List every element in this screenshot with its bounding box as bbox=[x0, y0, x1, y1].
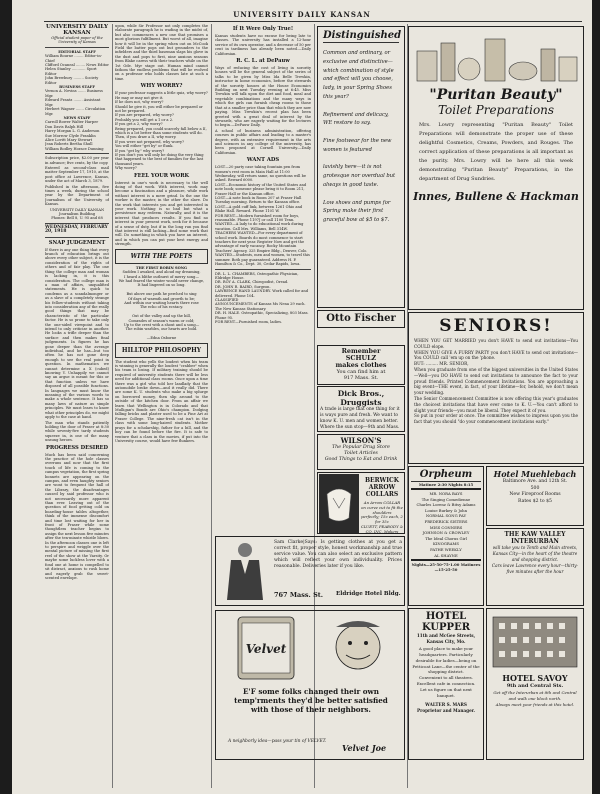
savoy-body: Get off the Interurban at 8th and Central and walk one block north. Always meet your friends at this hotel. bbox=[493, 690, 577, 707]
divider bbox=[411, 559, 481, 561]
seniors-heading: SENIORS! bbox=[439, 316, 553, 336]
progress-body: Much has been said concerning the practice of the hole classes overruns and now that the first touch of life is coming to the campus vegetation, the first spring bonnets are appearing on the campus, and even haughty seniors are wont to frequent the hall of the Library, the disadvantages caused by said professor who is not necessarily more apparent than ever. Leaving out of the question of food getting cold on boarding-house tables altogether, think of the immense discomfort and time lost waiting for her in front of Fraser while some thoughtless teacher begins to assign the next lesson five minutes after the ten-minute whistle blows. In the afternoon classes one is left to perspire and wriggle over the mental picture of missing the first reel of the show at the Varsity. Or maybe some luckless lover with a fond one at home is compelled to sit distract, anxious to rush home and eagerly grab the sweet-scented envelope. bbox=[45, 452, 109, 580]
velvet-tin-label: Velvet bbox=[245, 642, 287, 656]
kaw-valley-body: will take you to Tenth and Main streets, Kansas City—in the heart of the theatre and shopping district. Cars leave Lawrence every hour—thirty-five minutes after the hour bbox=[491, 545, 579, 574]
hotel-savoy-ad bbox=[486, 608, 584, 760]
savoy-address: 9th and Central Sts. bbox=[506, 683, 564, 689]
depauw-body: Ways of reducing the cost of living in sorority houses will be the general subject of the series of talks to be given by Miss Ida Belle Trewkin, instructor in home economics, before the stewards of the sorority houses at the House Economics Building on next Tuesday evening at 6:45. Miss Trewkin will talk upon the diet and food, meal and vegetable combinations and the many ways in which the girls can furnish cheap rooms to those that at a smaller price than that which they are now paying. Miss Trewkin's recent plan has been greeted with a great deal of interest by the stewards, who are eagerly waiting for the lectures to begin.—DePauw Daily. bbox=[215, 66, 311, 128]
kupper-name: HOTEL KUPPER bbox=[421, 611, 471, 633]
newspaper-page bbox=[12, 0, 592, 794]
want-ads-heading: WANT ADS bbox=[246, 157, 280, 164]
velvet-headline: E'F some folks changed their own temp'rments they'd be better satisfied with those of their neighbors. bbox=[234, 687, 388, 714]
column-rule bbox=[112, 24, 113, 788]
published-note: Published in the afternoon, five times a week, during the school year by the Department of Journalism of the University of Kansas. bbox=[45, 184, 109, 207]
schulz-ad bbox=[317, 345, 405, 385]
velvet-tagline: A neighborly idea—pass your tin of VELVET. bbox=[228, 739, 327, 744]
philosophy-heading: HILLTOP PHILOSOPHY bbox=[121, 346, 202, 354]
poem-title: THE FIRST ROBIN SONG bbox=[135, 265, 188, 270]
editorial-heading: EDITORIAL STAFF bbox=[58, 49, 96, 54]
philosophy-box bbox=[115, 343, 208, 358]
subscription-note: Subscription price, $2.00 per year in advance; five cents, by the copy. bbox=[45, 156, 109, 165]
sam-clarke-ad bbox=[215, 536, 405, 606]
sam-clarke-address: 767 Mass. St. bbox=[274, 591, 324, 599]
divider bbox=[45, 153, 109, 154]
muehlebach-body: Baltimore Ave. and 12th St. 500 New Fireproof Rooms Rates $2 to $5 bbox=[502, 479, 568, 504]
hotel-kupper-ad bbox=[408, 608, 484, 760]
puritan-beauty-subtitle: Toilet Preparations bbox=[437, 103, 555, 117]
feel-work-body: Interest in one's work is necessary to the well doing of that work. With interest, work may become a fascination and a pleasure, while work without interest is a mere grind. In the one the worker is the master, in the other the slave. Do the work that interests you and get interested in your work. Nothing is so bad but what a persistence may redeem. Naturally, and it is the interest that produces results. If you find no interest in your present work, seek for it because of a sense of duty, but if in the long run you find that interest is still lacking—find some work that will. Do something in which you have an interest, and in which you can put your best energy and strength. bbox=[115, 180, 208, 247]
date-line: WEDNESDAY, FEBRUARY 20, 1918 bbox=[45, 224, 108, 235]
kupper-address: 11th and McGee Streets, Kansas City, Mo. bbox=[416, 633, 476, 644]
column-rule bbox=[211, 24, 212, 788]
divider bbox=[45, 47, 109, 48]
orpheum-times: Matinee 2:30 Nights 8:15 bbox=[418, 482, 474, 487]
dick-bros-name: Dick Bros., Druggists bbox=[337, 389, 385, 407]
distinguished-heading: Distinguished bbox=[323, 30, 402, 41]
entered-note: Entered as second-class mail matter September 17, 1910, at the post office at Lawrence, Kansas, under the act of March 3, 1879. bbox=[45, 165, 109, 184]
column-2 bbox=[115, 24, 208, 790]
hotel-building-illustration bbox=[489, 611, 581, 669]
otto-fischer-ad bbox=[317, 310, 405, 328]
otto-fischer-name: Otto Fischer bbox=[326, 313, 396, 324]
progress-heading: PROGRESS DESIRED bbox=[46, 444, 108, 451]
velvet-joe-signature: Velvet Joe bbox=[342, 743, 387, 753]
divider bbox=[45, 223, 109, 224]
sam-clarke-building: Eldridge Hotel Bldg. bbox=[336, 591, 401, 597]
distinguished-ad bbox=[317, 26, 405, 308]
true-body: Kansas students have no excuse for being late to classes. The university has installed a 12-hour service of its own operator, and a decrease of 50 per cent in tardiness has already been noted.—Daily Californian. bbox=[215, 34, 311, 56]
poets-heading: WITH THE POETS bbox=[130, 252, 193, 260]
why-worry-heading: WHY WORRY? bbox=[140, 83, 183, 90]
orpheum-prices: Nights—25-50-75-1.00 Matinees—15-25-50 bbox=[411, 562, 481, 573]
true-heading: If It Were Only True! bbox=[232, 26, 294, 32]
robin-poem: Sudden I awaked, and aloud my dreaming, I heard a blithe outburst of merry song— We had feared the winter would never change, It had lingered on so long. But above our path he perched to sing Of days of warmth and growth to be; And within our waiting hearts there rose The echo of his ecstacy. Out of the valley and up the hill, Comrades of season's warm or cold; Up to the crest with a shout and a song— The robin warbles, our hearts are bold. —Edna Osborne bbox=[118, 270, 205, 341]
kaw-valley-ad bbox=[486, 528, 584, 606]
column-1 bbox=[45, 24, 109, 790]
arrow-collars-ad bbox=[317, 472, 405, 534]
why-worry-poem: If your professor suggests a little quiz, why worry? He may or may not give it. If he does not, why worry? Should he give it, you will either be prepared or not be prepared. If you are prepared, why worry? Probably you will get a 1 or a 2. If you get a 2, why worry? Being prepared, you could scarcely fall below a II, which is a lot better than some students will do. Then, if you draw a II, why worry. If you were not prepared, why worry? You will either "get by" or flunk. If you "get by," why worry? If you don't you will only be doing the very thing that happened to the best of families for the last thousand years. Why worry? bbox=[115, 91, 208, 171]
depauw-heading: R. C. L. at DePauw bbox=[236, 58, 290, 65]
paper-subtitle: Official student paper of the University of Kansas bbox=[51, 36, 103, 45]
distinguished-body: Common and ordinary, or exclusive and distinctive—which combination of style and effect will you choose, lady, in your Spring Shoes this year? Refinement and delicacy, WE restore to say. Fine footwear for the new women is featured lavishly here—it is not grotesque nor overdual but always in good taste. Low shoes and pumps for Spring make their first graceful bow at $5 to $7. bbox=[323, 50, 396, 224]
collar-illustration bbox=[319, 474, 359, 534]
arrow-collars-tagline: An Arrow COLLAR on curve cut to fit the shoulders perfectly; 15c each, 2 for 35c CLUETT, PEABODY & CO. INC. Makers bbox=[360, 500, 404, 534]
poets-box bbox=[115, 249, 208, 264]
wilsons-ad bbox=[317, 434, 405, 470]
wilsons-subtitle: The Popular Drug Store Toilet Articles Good Things to Eat and Drink bbox=[324, 445, 398, 462]
paper-title: UNIVERSITY DAILY KANSAN bbox=[46, 24, 108, 36]
puritan-beauty-ad bbox=[408, 26, 584, 310]
puritan-beauty-title: "Puritan Beauty" bbox=[429, 87, 563, 103]
seniors-ad bbox=[408, 312, 584, 464]
seniors-body: WHEN YOU GET MARRIED you don't HAVE to send out invitations—You COULD elope. WHEN YOU GIVE A FURRY PARTY you don't HAVE to send out invitations—You COULD call 'em up on the 'phone. BUT: ......... MR. SENIOR, When you graduate from one of the biggest universities in the United States—Well—you DO HAVE to send out invitations to announce the fact to your proud friends. Printed Commencement Invitations. You are approaching a big event—THE event, in fact, of your lifetime—for, behold, we don't mean your wedding. The Senior Commencement Committee is now offering this year's graduates the choicest invitations that have ever come to K. U.—You can't afford to slight your friends—you must be liberal. They expect it of you. So put in your order at once. The committee wishes to impress upon you the fact that you should "do your commencement invitations early." bbox=[414, 338, 578, 425]
kaw-valley-heading: THE KAW VALLEY INTERURBAN bbox=[504, 531, 566, 545]
business-staff: Vernon A. Nevins ....... Business Mgr. Edward Frantz ........ Assistant Mgr. Herbert Wagner ....... Circulation Mgr. bbox=[45, 89, 106, 116]
dick-bros-ad bbox=[317, 386, 405, 432]
column-3 bbox=[215, 24, 311, 530]
divider bbox=[45, 237, 109, 238]
velvet-tobacco-ad bbox=[215, 610, 405, 760]
want-ads-body: LOST—20 party case taking fountain pen from women's rest room in Main Hall at 11:00 Wednesday, will return same, no questions will be asked. Reward 6000. LOST—Economic history of the United States and note book; someone please bring it to Room 211, Fraser Hall or the Kansan office. LOST—A note book in Room 207 at Fraser Hall Tuesday morning. Return to the Kansan office. LOST—A gold cuff link, between 1261 Ohio and Blake Hall. Reward. Phone 1101 W. FOR RENT—Modern furnished room for boys, reasonable. Phone 1197J or call 1100 Tenn. WANTED—A lady to do educational work during vacation. Call Mrs. Williams, Bell 314W. TEACHERS WANTED—For every department of school work. Boards do most commence to start teachers for next year. Register Now and get the advantage of early vacancy. Rocky Mountain Teachers' Agency, 325 Empire Bldg., Denver, Colo. WANTED—Students, men and women, to travel this summer. Both pay guaranteed. Address H. P. Hamilton & Co., Dept. 30, Cedar Rapids, Iowa. bbox=[215, 165, 310, 267]
snap-judgement-end: The man who stands patiently holding the door of Fraser at 8:30 while seventy-five tardy students squeeze in, is one of the many unsung heroes. bbox=[45, 420, 109, 443]
velvet-illustration bbox=[218, 613, 404, 685]
progress-continued: upon, while Sir Professor not only completes the elaborate paragraph he is wading in the midst of, but also commences a new one that promises a most glorious fulfillment. But worst of all, imagine how it will be in the spring when out on McCook Field the batter pops out but grounders to the infielders and the third baseman slaps his glove in the dust and pops to first, nine anxious seasons from Blake caress with their teachers while on the 1st Ode. Myr stage out. Human mind cannot fathom the endless problems that will be evolved on a professor who holds classes late at such a time. bbox=[115, 24, 208, 81]
masthead: UNIVERSITY DAILY KANSAN bbox=[233, 10, 371, 19]
snap-judgement-body: If there is any one thing that every branch of education brings out above every other subject, it is the consideration of the rights of others and of fair play. The one thing the college man and woman is lacking in, it is this consideration. The college man is a man of affairs, unqualified statements. He is quick to condemn as a scandalmonger or as a slave of a completely strange his fellow-students without taking into consideration any of the really good things that may be characteristic of the particular factor. He is so prone to take only the one-sided viewpoint and to intend to only criticize in another. He looks a trifle deeper than the surface and then makes final judgements. In figures he has gone deeper than the average individual, and he has—but too often he has not gone deep enough to see the real point in question. In mathematics we cannot determine a X (cubed) knowing Y. Unhappily we cannot say an argue is meant for this or that function unless we have disposed of all possible functions. In languages we must know the meaning of the various words to make a whole sentence. It has so many laws of nature as simple principles. We must learn to know what other principles do, we might apply to the case at hand. bbox=[45, 247, 109, 420]
suit-figure-illustration bbox=[219, 540, 271, 602]
business-heading: BUSINESS STAFF bbox=[59, 85, 95, 90]
dick-bros-body: A trade is large that one thing for it is ways pure and fresh. We want to know K. U. men and women better. Where the sun stop—9th and Mass. bbox=[320, 407, 400, 430]
divider bbox=[215, 269, 311, 270]
divider bbox=[411, 488, 481, 490]
wilsons-name: WILSON'S bbox=[340, 436, 382, 445]
kupper-body: A good place to make your headquarters. Particularly desirable for ladies—being on Petticoat Lane—the center of the shopping district. Convenient to all theatres. Excellent cafe in connection. Let us figure on that next banquet. bbox=[412, 646, 480, 698]
arrow-collars-name: BERWICK ARROW COLLARS bbox=[364, 477, 400, 498]
news-heading: NEWS STAFF bbox=[63, 115, 91, 120]
orpheum-program: MR. NORA BAYS The Singing Comedienne Charles Lorenz & Bitsy Adams Louise Burkey & John NORMAL SONG PAY FREDERICK SISTERS MISS CONNERS JOHNSON & CROWLEY The Ideal Chorus Girl KINOGRAMS PATHE WEEKLY AL SHAYNE bbox=[416, 491, 476, 558]
philosophy-body: The student who yells the loudest when his team is winning is generally the loudest "crabber" when his team is losing. If military training should be required of university students there will be less need for additional class rooms. Once upon a time there was a girl who told her landlady that the automobile broke down—and it really did. There are some K. U. students who make a big splurge on borrowed money, then slip around to the outside of the kitchen door. From an affair we learn that Wellington is in Colorado and that Mulligan's Bonds are Ohio's champion. Dodging falling bricks and plaster used to be a Fine Art at Fraser College. The nine-fresh cat isn't in the class with some long-haired students. Mother prays for a scholarship, father for a bill, and the boy can be found before the fire. It is safe to venture that a class in the movies, if put into the University course, would have few flunkers. bbox=[115, 359, 208, 443]
editorial-staff: William Bourne ........ Editor-in-Chief Clifford Ocaneal ........ News Editor Helen Stanley ............ Sport Editor John Brewbury ......... Society Editor bbox=[45, 54, 109, 85]
schulz-heading: Remember SCHULZ makes clothes bbox=[335, 347, 387, 369]
schulz-address: You can find him at 917 Mass. St. bbox=[336, 369, 386, 381]
savoy-name: HOTEL SAVOY bbox=[502, 673, 568, 683]
orpheum-name: Orpheum bbox=[411, 469, 481, 482]
feel-work-heading: FEEL YOUR WORK bbox=[133, 172, 190, 179]
kupper-manager: WALTER S. MARS Proprietor and Manager. bbox=[416, 702, 476, 713]
puritan-beauty-body: Mrs. Lowry representing "Puritan Beauty" Toilet Preparations will demonstrate the proper use of these delightful Cosmetics, Creams, Powders, and Rouges. The correct application of these preparations is all important as the purity. Mrs. Lowry will be here all this week demonstrating "Puritan Beauty" Preparations, in the department of Drug Sundries. bbox=[419, 122, 573, 182]
masthead-rule bbox=[44, 21, 582, 22]
muehlebach-name: Hotel Muehlebach bbox=[493, 469, 577, 479]
school-body: A school of business administration, offering courses in public affairs and leading to a master's degree, with an extensive requirement in the arts and sciences in any college of the university, has been proposed at Cornell University.—Daily Californian. bbox=[215, 128, 311, 155]
store-signature: Innes, Bullene & Hackman bbox=[413, 190, 579, 203]
office-address: UNIVERSITY DAILY KANSAN Journalism Building Phones: Bell 8, U. 95 and 68 bbox=[49, 207, 105, 221]
sam-clarke-body: Sam Clarke|Says: Is getting clothes at you get a correct fit, proper style, honest workmanship and true service value. You can also select an exclusive pattern which will reflect your own individuality. Prices reasonable. Deliveries later if you like. bbox=[274, 540, 402, 569]
hotel-muehlebach-ad bbox=[486, 466, 584, 526]
classified-body: DR. L. L. CHAMBERS, Osteopathic Physician, Eldridge House. DR. ROY A. CLARK, Chiropodist, Oread. DR. JOHN R. BAIRD, Surgeon. LAWRENCE HAND LAUNDRY. Work called for and delivered. Phone 104. CLASSIFIED ANNOUNCEMENTS of Kansas Ms Nena 29 each. The New Kansas Stationary. DR. H. HALE. Osteopathic, Specializing, 803 Mass. Phone 95. FOR RENT—Furnished room, ladies. bbox=[215, 271, 309, 324]
snap-judgement-heading: SNAP JUDGEMENT bbox=[48, 239, 106, 246]
orpheum-ad bbox=[408, 466, 484, 606]
toiletries-illustration bbox=[413, 31, 581, 83]
news-staff: Carroll Bower Walter Harper Don Davis Ralph Hill Harry Morgan L. G. Anderson Sue Morrow Clyde Franklin Alice Lovitt Mary Stewart Jean Roberts Bertha Shull William Bodley Horace Dunning bbox=[45, 120, 104, 151]
